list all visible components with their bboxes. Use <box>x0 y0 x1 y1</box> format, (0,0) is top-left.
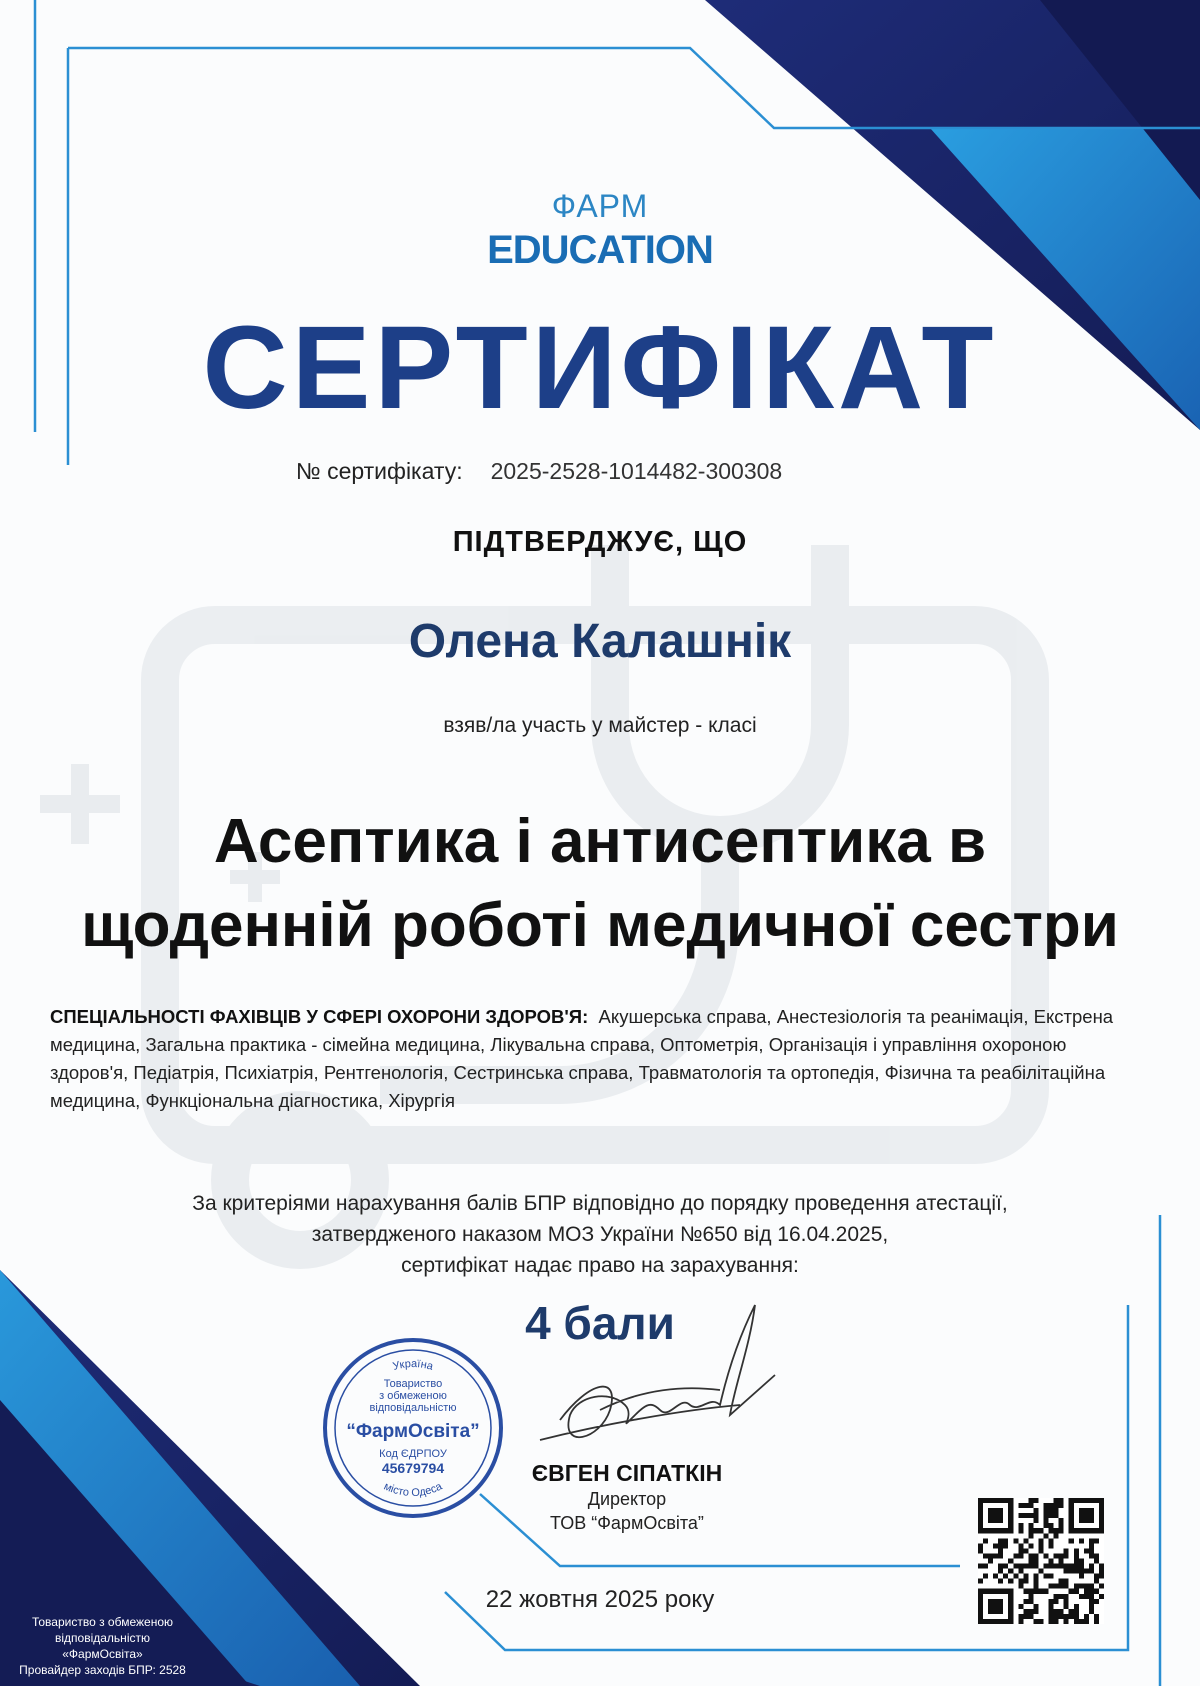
provider-footer <box>10 1614 195 1678</box>
footer-line: «ФармОсвіта» <box>62 1647 143 1661</box>
specialties-block <box>50 1003 1140 1115</box>
certificate-number-value: 2025-2528-1014482-300308 <box>490 458 783 484</box>
points-awarded: 4 бали <box>525 1297 675 1349</box>
footer-line: Товариство з обмеженою <box>31 1615 173 1629</box>
stamp-code-label: Код ЄДРПОУ <box>379 1448 447 1460</box>
criteria-line: затвердженого наказом МОЗ України №650 від 16.04.2025, <box>311 1223 889 1246</box>
svg-text:місто Одеса <box>382 1480 445 1499</box>
signer-block <box>522 1460 732 1535</box>
footer-line: відповідальністю <box>55 1631 150 1645</box>
specialties-list: Акушерська справа, Анестезіологія та реанімація, Екстрена медицина, Загальна практика - сімейна медицина, Лікувальна справа, Оптометрія, Організація і управління охороною здоров'я, Педіатрія, Психіатрія, Рентгенологія, Сестринська справа, Травматологія та ортопедія, Фізична та реабілітаційна медицина, Функціональна діагностика, Хірургія <box>50 1006 1114 1111</box>
criteria-text <box>0 1188 1200 1281</box>
criteria-line: За критеріями нарахування балів БПР відповідно до порядку проведення атестації, <box>192 1192 1008 1215</box>
stamp-line: відповідальністю <box>369 1402 457 1414</box>
certificate-title: СЕРТИФІКАТ <box>202 302 998 434</box>
course-title <box>0 800 1200 968</box>
certificate-number-label: № сертифікату: <box>296 458 463 484</box>
stamp-line: з обмеженою <box>379 1390 447 1402</box>
company-stamp <box>322 1337 504 1519</box>
recipient-name: Олена Калашнік <box>408 615 792 668</box>
participation-text: взяв/ла участь у майстер - класі <box>443 714 757 737</box>
signer-role: Директор <box>587 1489 667 1509</box>
logo-education-text: EDUCATION <box>487 228 713 272</box>
issue-date: 22 жовтня 2025 року <box>485 1586 715 1613</box>
course-title-line: щоденній роботі медичної сестри <box>81 891 1119 960</box>
signer-organization: ТОВ “ФармОсвіта” <box>550 1513 704 1533</box>
specialties-label: СПЕЦІАЛЬНОСТІ ФАХІВЦІВ У СФЕРІ ОХОРОНИ ЗДОРОВ'Я: <box>50 1006 589 1027</box>
stamp-line: Товариство <box>383 1378 443 1390</box>
stamp-top-text: Україна <box>391 1357 435 1373</box>
course-title-line: Асептика і антисептика в <box>213 807 987 876</box>
stamp-company: “ФармОсвіта” <box>346 1421 480 1442</box>
footer-line: Провайдер заходів БПР: 2528 <box>19 1663 186 1677</box>
logo-farm-text: ФАРМ <box>551 188 649 224</box>
confirms-text: ПІДТВЕРДЖУЄ, ЩО <box>452 526 748 558</box>
svg-text:Україна <box>392 1358 436 1373</box>
stamp-code: 45679794 <box>381 1460 445 1476</box>
stamp-bottom-text: місто Одеса <box>381 1480 445 1500</box>
criteria-line: сертифікат надає право на зарахування: <box>401 1254 799 1277</box>
signer-name: ЄВГЕН СІПАТКІН <box>531 1460 723 1486</box>
certificate-number <box>296 458 782 485</box>
